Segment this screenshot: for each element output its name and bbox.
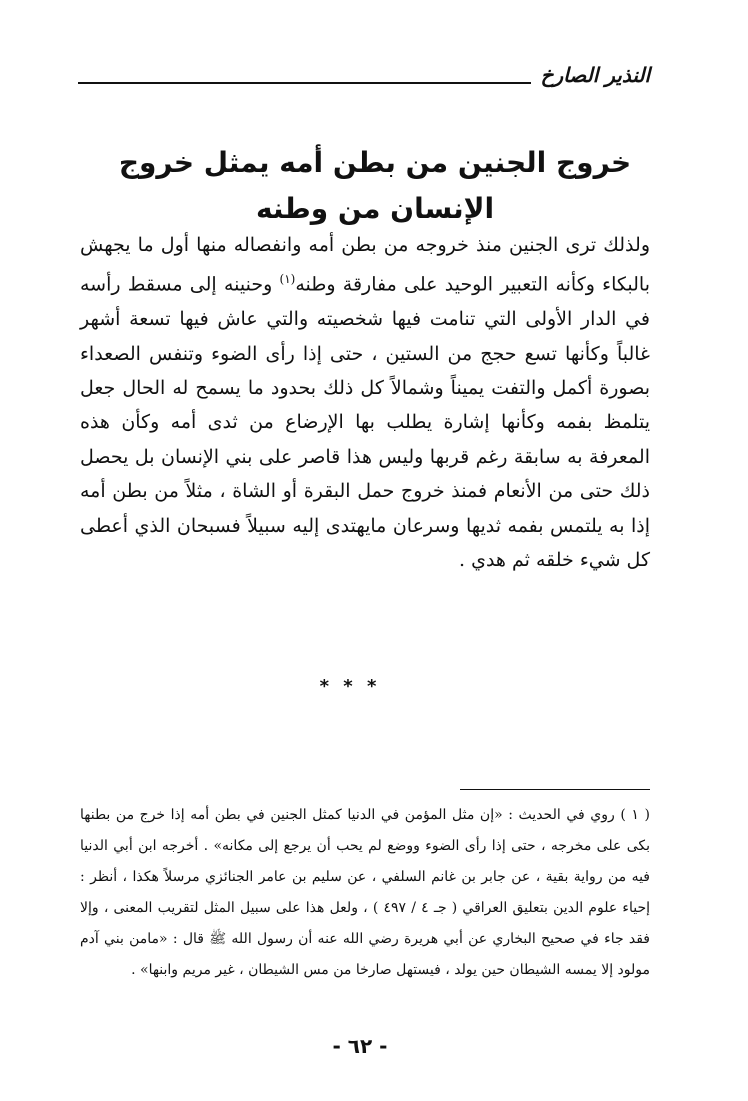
chapter-title: خروج الجنين من بطن أمه يمثل خروج الإنسان من وطنه bbox=[118, 146, 632, 225]
body-text-before-note: ولذلك ترى الجنين منذ خروجه من بطن أمه وانفصاله منها أول ما يجهش بالبكاء وكأنه التعبير الوحيد على مفارقة وطنه bbox=[80, 234, 650, 296]
page-number: - ٦٢ - bbox=[332, 1034, 388, 1058]
section-separator: * * * bbox=[319, 676, 381, 697]
body-paragraph bbox=[80, 228, 650, 577]
footnote-1: ( ١ ) روي في الحديث : «إن مثل المؤمن في الدنيا كمثل الجنين في بطن أمه إذا خرج من بطنها بكى على مخرجه ، حتى إذا رأى الضوء ووضع لم يحب أن يرجع إلى مكانه» . أخرجه ابن أبي الدنيا فيه من رواية بقية ، عن جابر بن غانم السلفي ، عن سليم بن عامر الجنائزي مرسلاً هكذا ، أنظر : إحياء علوم الدين بتعليق العراقي ( جـ ٤ / ٤٩٧ ) ، ولعل هذا على سبيل المثل لتقريب المعنى ، وإلا فقد جاء في صحيح البخاري عن أبي هريرة رضي الله عنه أن رسول الله ﷺ قال : «مامن بني آدم مولود إلا يمسه الشيطان حين يولد ، فيستهل صارخا من مس الشيطان ، غير مريم وابنها» . bbox=[80, 807, 650, 978]
body-text-after-note: وحنينه إلى مسقط رأسه في الدار الأولى التي تنامت فيها شخصيته والتي عاش فيها تسعة أشهر غالباً وكأنها تسع حجج من الستين ، حتى إذا رأى الضوء وتنفس الصعداء بصورة أكمل والتفت يميناً وشمالاً كل ذلك بحدود ما يسمح له الحال جعل يتلمظ بفمه وكأنها إشارة يطلب بها الإرضاع من ثدى أمه وكأن هذه المعرفة به سابقة رغم قربها وليس هذا قاصر على بني الإنسان بل يحصل ذلك حتى من الأنعام فمنذ خروج حمل البقرة أو الشاة ، مثلاً من بطن أمه إذا به يلتمس بفمه ثديها وسرعان مايهتدى إليه سبيلاً فسبحان الذي أعطى كل شيء خلقه ثم هدي . bbox=[80, 273, 650, 571]
footnote-reference[interactable]: (١) bbox=[279, 272, 296, 287]
header-title: النذير الصارخ bbox=[531, 62, 650, 88]
running-header bbox=[78, 62, 650, 92]
footnote-rule bbox=[460, 789, 650, 790]
